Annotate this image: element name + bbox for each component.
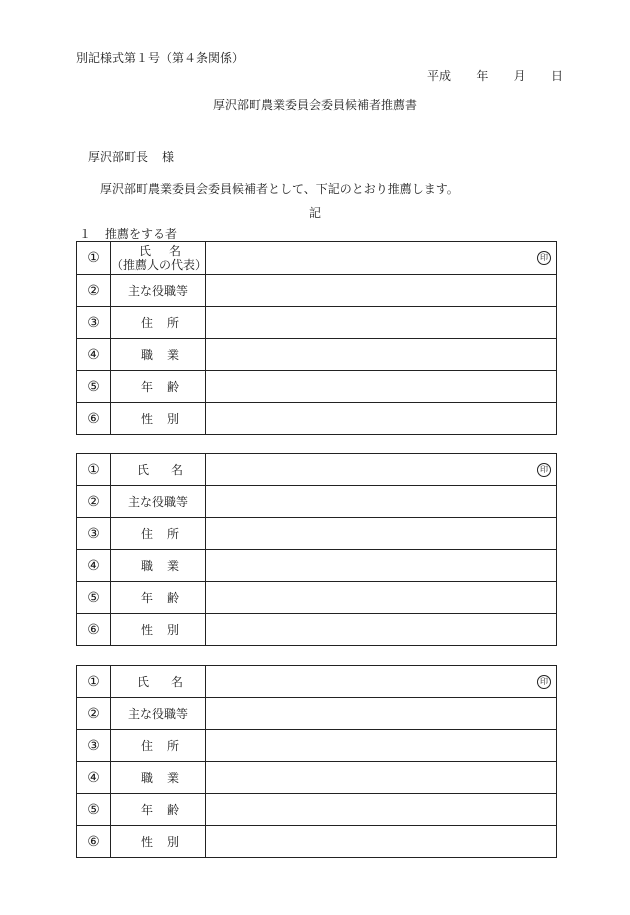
row-number: ③ — [77, 307, 111, 339]
addressee — [88, 151, 174, 163]
label-position: 主な役職等 — [127, 707, 188, 721]
label-name-chars — [111, 244, 205, 258]
label-char: 所 — [166, 739, 179, 753]
label-address — [111, 737, 205, 754]
row-gender — [77, 826, 557, 858]
row-age — [77, 794, 557, 826]
recommender-table-3 — [76, 665, 557, 858]
label-char: 名 — [170, 675, 183, 689]
label-age — [111, 801, 205, 818]
row-label-cell — [111, 550, 206, 582]
label-char: 齢 — [166, 591, 179, 605]
field-occupation[interactable] — [206, 762, 557, 794]
field-age[interactable] — [206, 371, 557, 403]
row-gender — [77, 403, 557, 435]
row-label-cell — [111, 730, 206, 762]
label-char: 氏 — [137, 675, 150, 689]
label-char: 齢 — [166, 380, 179, 394]
label-char: 名 — [168, 244, 181, 258]
row-name — [77, 666, 557, 698]
row-occupation — [77, 550, 557, 582]
recommender-table-2 — [76, 453, 557, 646]
date-month: 月 — [513, 69, 526, 83]
row-label-cell — [111, 307, 206, 339]
field-age[interactable] — [206, 582, 557, 614]
label-age — [111, 589, 205, 606]
row-number: ③ — [77, 730, 111, 762]
section-title: 推薦をする者 — [105, 227, 178, 241]
label-representative: （推薦人の代表） — [111, 258, 208, 272]
label-occupation — [111, 346, 205, 363]
label-char: 住 — [141, 527, 154, 541]
label-char: 所 — [166, 527, 179, 541]
label-char: 性 — [141, 623, 154, 637]
seal-mark-icon: 印 — [537, 675, 551, 689]
document-title: 厚沢部町農業委員会委員候補者推薦書 — [212, 98, 417, 112]
row-number: ④ — [77, 550, 111, 582]
row-number: ② — [77, 698, 111, 730]
section-heading — [79, 228, 177, 240]
body-text: 厚沢部町農業委員会委員候補者として、下記のとおり推薦します。 — [100, 182, 459, 196]
row-occupation — [77, 762, 557, 794]
label-name — [111, 244, 208, 272]
row-label-cell — [111, 275, 206, 307]
field-gender[interactable] — [206, 826, 557, 858]
field-name[interactable] — [206, 242, 557, 275]
row-label-cell — [111, 242, 206, 275]
label-char: 別 — [166, 412, 179, 426]
label-char: 年 — [141, 380, 154, 394]
addressee-honorific: 様 — [162, 150, 175, 164]
field-occupation[interactable] — [206, 339, 557, 371]
field-address[interactable] — [206, 730, 557, 762]
label-char: 性 — [141, 412, 154, 426]
label-char: 職 — [141, 771, 154, 785]
label-char: 氏 — [137, 463, 150, 477]
row-label-cell — [111, 666, 206, 698]
row-number: ④ — [77, 339, 111, 371]
field-gender[interactable] — [206, 614, 557, 646]
row-label-cell — [111, 698, 206, 730]
row-label-cell — [111, 339, 206, 371]
label-char: 年 — [141, 803, 154, 817]
row-number: ② — [77, 275, 111, 307]
row-address — [77, 730, 557, 762]
label-address — [111, 525, 205, 542]
row-number: ③ — [77, 518, 111, 550]
label-occupation — [111, 557, 205, 574]
recommender-table-1 — [76, 241, 557, 435]
field-name[interactable] — [206, 666, 557, 698]
row-number: ② — [77, 486, 111, 518]
field-address[interactable] — [206, 307, 557, 339]
label-char: 名 — [170, 463, 183, 477]
row-occupation — [77, 339, 557, 371]
field-name[interactable] — [206, 454, 557, 486]
field-gender[interactable] — [206, 403, 557, 435]
row-label-cell — [111, 582, 206, 614]
row-label-cell — [111, 826, 206, 858]
row-number: ④ — [77, 762, 111, 794]
row-name — [77, 242, 557, 275]
label-age — [111, 378, 205, 395]
label-char: 職 — [141, 348, 154, 362]
addressee-name: 厚沢部町長 — [88, 150, 149, 164]
field-occupation[interactable] — [206, 550, 557, 582]
field-position[interactable] — [206, 275, 557, 307]
label-char: 年 — [141, 591, 154, 605]
row-label-cell — [111, 762, 206, 794]
label-char: 氏 — [139, 244, 152, 258]
date-day: 日 — [550, 69, 563, 83]
seal-mark-icon: 印 — [537, 251, 551, 265]
row-label-cell — [111, 794, 206, 826]
label-char: 住 — [141, 739, 154, 753]
row-number: ① — [77, 454, 111, 486]
row-number: ⑤ — [77, 794, 111, 826]
field-position[interactable] — [206, 486, 557, 518]
label-char: 住 — [141, 316, 154, 330]
label-gender — [111, 833, 205, 850]
row-label-cell — [111, 486, 206, 518]
label-char: 業 — [166, 771, 179, 785]
row-label-cell — [111, 614, 206, 646]
label-char: 別 — [166, 835, 179, 849]
form-reference: 別記様式第１号（第４条関係） — [76, 51, 245, 65]
label-gender — [111, 621, 205, 638]
row-label-cell — [111, 454, 206, 486]
row-address — [77, 307, 557, 339]
row-address — [77, 518, 557, 550]
row-label-cell — [111, 371, 206, 403]
label-name — [111, 673, 205, 690]
date-year: 年 — [476, 69, 489, 83]
label-char: 業 — [166, 348, 179, 362]
label-address — [111, 314, 205, 331]
row-gender — [77, 614, 557, 646]
label-name — [111, 461, 205, 478]
date-era: 平成 — [427, 69, 452, 83]
row-number: ⑥ — [77, 614, 111, 646]
seal-mark-icon: 印 — [537, 463, 551, 477]
ki-label: 記 — [308, 206, 321, 220]
section-number: １ — [79, 227, 92, 241]
field-address[interactable] — [206, 518, 557, 550]
label-char: 齢 — [166, 803, 179, 817]
label-gender — [111, 410, 205, 427]
row-age — [77, 582, 557, 614]
row-position — [77, 486, 557, 518]
label-char: 業 — [166, 559, 179, 573]
label-char: 性 — [141, 835, 154, 849]
label-char: 職 — [141, 559, 154, 573]
label-position: 主な役職等 — [127, 495, 188, 509]
label-char: 所 — [166, 316, 179, 330]
row-label-cell — [111, 403, 206, 435]
row-age — [77, 371, 557, 403]
row-number: ⑥ — [77, 403, 111, 435]
row-position — [77, 698, 557, 730]
row-label-cell — [111, 518, 206, 550]
row-number: ⑥ — [77, 826, 111, 858]
label-occupation — [111, 769, 205, 786]
row-number: ① — [77, 666, 111, 698]
row-number: ⑤ — [77, 582, 111, 614]
label-char: 別 — [166, 623, 179, 637]
label-position: 主な役職等 — [127, 284, 188, 298]
row-name — [77, 454, 557, 486]
row-number: ⑤ — [77, 371, 111, 403]
date-line — [427, 70, 563, 82]
row-position — [77, 275, 557, 307]
field-position[interactable] — [206, 698, 557, 730]
field-age[interactable] — [206, 794, 557, 826]
row-number: ① — [77, 242, 111, 275]
